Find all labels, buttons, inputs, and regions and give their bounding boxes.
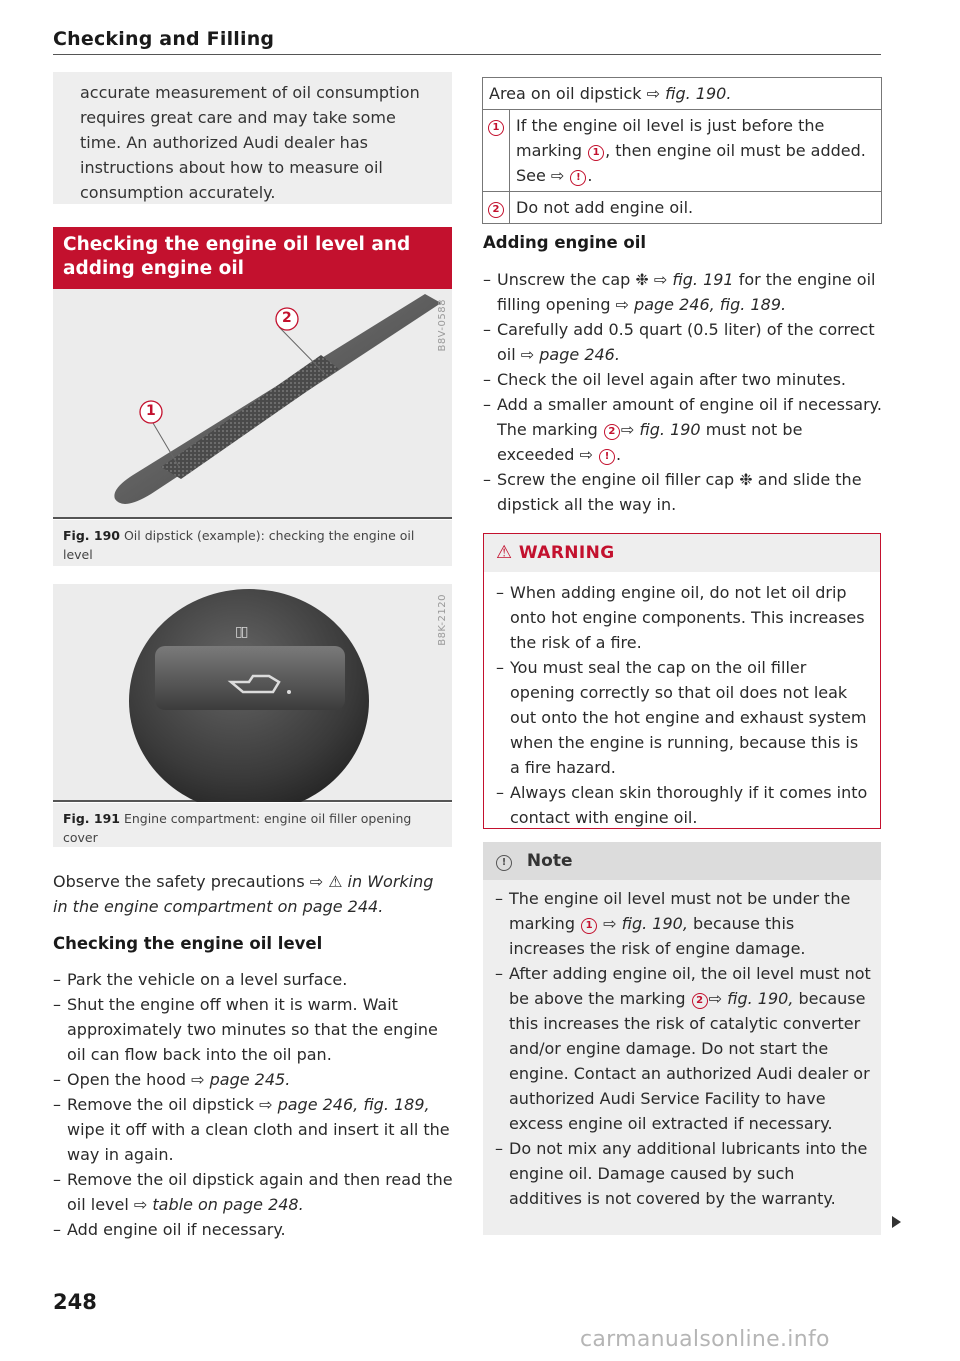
note-title: Note [526,851,573,871]
figure-caption-text: Oil dipstick (example): checking the engine oil level [63,528,415,562]
checking-steps [53,967,453,1242]
oil-cap-grip [155,646,345,710]
watermark: carmanualsonline.info [580,1327,830,1352]
list-item: – Shut the engine off when it is warm. Wait approximately two minutes so that the engine oil can flow back into the oil pan. [53,992,453,1067]
list-item: – Do not mix any additional lubricants into the engine oil. Damage caused by such additives is not covered by the warranty. [495,1136,871,1211]
dipstick-illustration [53,289,452,519]
list-item: – Screw the engine oil filler cap ❉ and slide the dipstick all the way in. [483,467,883,517]
table-header-row: Area on oil dipstick ⇨ fig. 190. [483,78,882,110]
figure-label: Fig. 191 [63,811,120,826]
page-ref-link[interactable]: page 246, fig. 189, [277,1095,430,1114]
list-item: – Unscrew the cap ❉ ⇨ fig. 191 for the engine oil filling opening ⇨ page 246, fig. 189. [483,267,883,317]
marking-1-icon: 1 [588,145,604,161]
table-row: 1 If the engine oil level is just before the marking 1 , then engine oil must be added. See ⇨ ! . [483,110,882,192]
oil-can-icon: ❉ [635,270,649,289]
marking-2-icon: 2 [488,202,504,218]
page-ref-link[interactable]: page 246. [539,345,620,364]
fig-ref-link[interactable]: fig. 190, [727,989,794,1008]
figure-191-caption [53,803,452,847]
note-exclamation-icon: ! [496,855,512,871]
list-item: – Park the vehicle on a level surface. [53,967,453,992]
figure-caption-text: Engine compartment: engine oil filler opening cover [63,811,412,845]
continue-arrow-icon [892,1216,901,1228]
page-ref-link[interactable]: page 246, fig. 189. [634,295,787,314]
list-item: – Remove the oil dipstick again and then read the oil level ⇨ table on page 248. [53,1167,453,1217]
fig-ref-link[interactable]: fig. 191 [672,270,734,289]
page-header-title: Checking and Filling [53,28,275,50]
note-box [483,842,881,1235]
dipstick-mark-zone [161,355,339,479]
warning-triangle-icon: ⚠ [496,542,513,563]
page-number: 248 [53,1290,97,1314]
page-ref-link[interactable]: table on page 248. [152,1195,304,1214]
warning-title: WARNING [518,543,615,563]
list-item: – Remove the oil dipstick ⇨ page 246, fig. 189, wipe it off with a clean cloth and insert it all the way in again. [53,1092,453,1167]
oil-can-icon: ❉ [739,470,753,489]
list-item: – Open the hood ⇨ page 245. [53,1067,453,1092]
callout-1-label: 1 [146,403,156,419]
page-ref-link[interactable]: page 245. [209,1070,291,1089]
list-item: – Carefully add 0.5 quart (0.5 liter) of the correct oil ⇨ page 246. [483,317,883,367]
figure-label: Fig. 190 [63,528,120,543]
list-item: – After adding engine oil, the oil level must not be above the marking 2 ⇨ fig. 190, because this increases the risk of catalytic converter and/or engine damage. Do not start the engine. Contact an authorized Audi dealer or authorized Audi Service Facility to have excess engine oil extracted if necessary. [495,961,871,1136]
figure-code: B8K-2120 [437,594,448,646]
marking-1-icon: 1 [581,918,597,934]
list-item: – When adding engine oil, do not let oil drip onto hot engine components. This increases the risk of a fire. [496,580,870,655]
adding-heading: Adding engine oil [483,233,647,252]
marking-2-icon: 2 [604,424,620,440]
note-header [483,842,881,880]
marking-1-icon: 1 [488,120,504,136]
adding-steps [483,267,883,517]
cap-symbol-icon: ▯▯ [235,624,247,640]
list-item: – Always clean skin thoroughly if it comes into contact with engine oil. [496,780,870,830]
figure-190-caption [53,520,452,566]
note-icon: ! [570,170,586,186]
section-heading: Checking the engine oil level and adding engine oil [53,227,452,290]
header-rule [53,54,881,55]
oil-cap-illustration [53,584,452,802]
fig-ref-link[interactable]: fig. 190. [665,84,732,103]
checking-heading: Checking the engine oil level [53,934,323,953]
note-icon: ! [599,449,615,465]
list-item: – The engine oil level must not be under the marking 1 ⇨ fig. 190, because this increases the risk of engine damage. [495,886,871,961]
intro-box: accurate measurement of oil consumption requires great care and may take some time. An authorized Audi dealer has instructions about how to measure oil consumption accurately. [53,72,452,204]
oil-level-table [482,77,882,224]
list-item: – Check the oil level again after two minutes. [483,367,883,392]
figure-190 [53,289,452,519]
safety-link[interactable]: ⚠ in Working in the engine compartment on page 244. [53,872,434,916]
list-item: – Add engine oil if necessary. [53,1217,453,1242]
warning-box [483,533,881,829]
warning-header [484,534,880,572]
figure-191 [53,584,452,802]
fig-ref-link[interactable]: fig. 190, [621,914,688,933]
fig-ref-link[interactable]: fig. 190 [639,420,701,439]
callout-2-label: 2 [282,310,292,326]
figure-code: B8V-0588 [437,299,448,352]
list-item: – You must seal the cap on the oil filler opening correctly so that oil does not leak out onto the hot engine and exhaust system when the engine is running, because this is a fire hazard. [496,655,870,780]
marking-2-icon: 2 [692,993,708,1009]
table-row: 2 Do not add engine oil. [483,192,882,224]
safety-paragraph: Observe the safety precautions ⇨ ⚠ in Working in the engine compartment on page 244. [53,872,434,916]
list-item: – Add a smaller amount of engine oil if necessary. The marking 2 ⇨ fig. 190 must not be exceeded ⇨ ! . [483,392,883,467]
